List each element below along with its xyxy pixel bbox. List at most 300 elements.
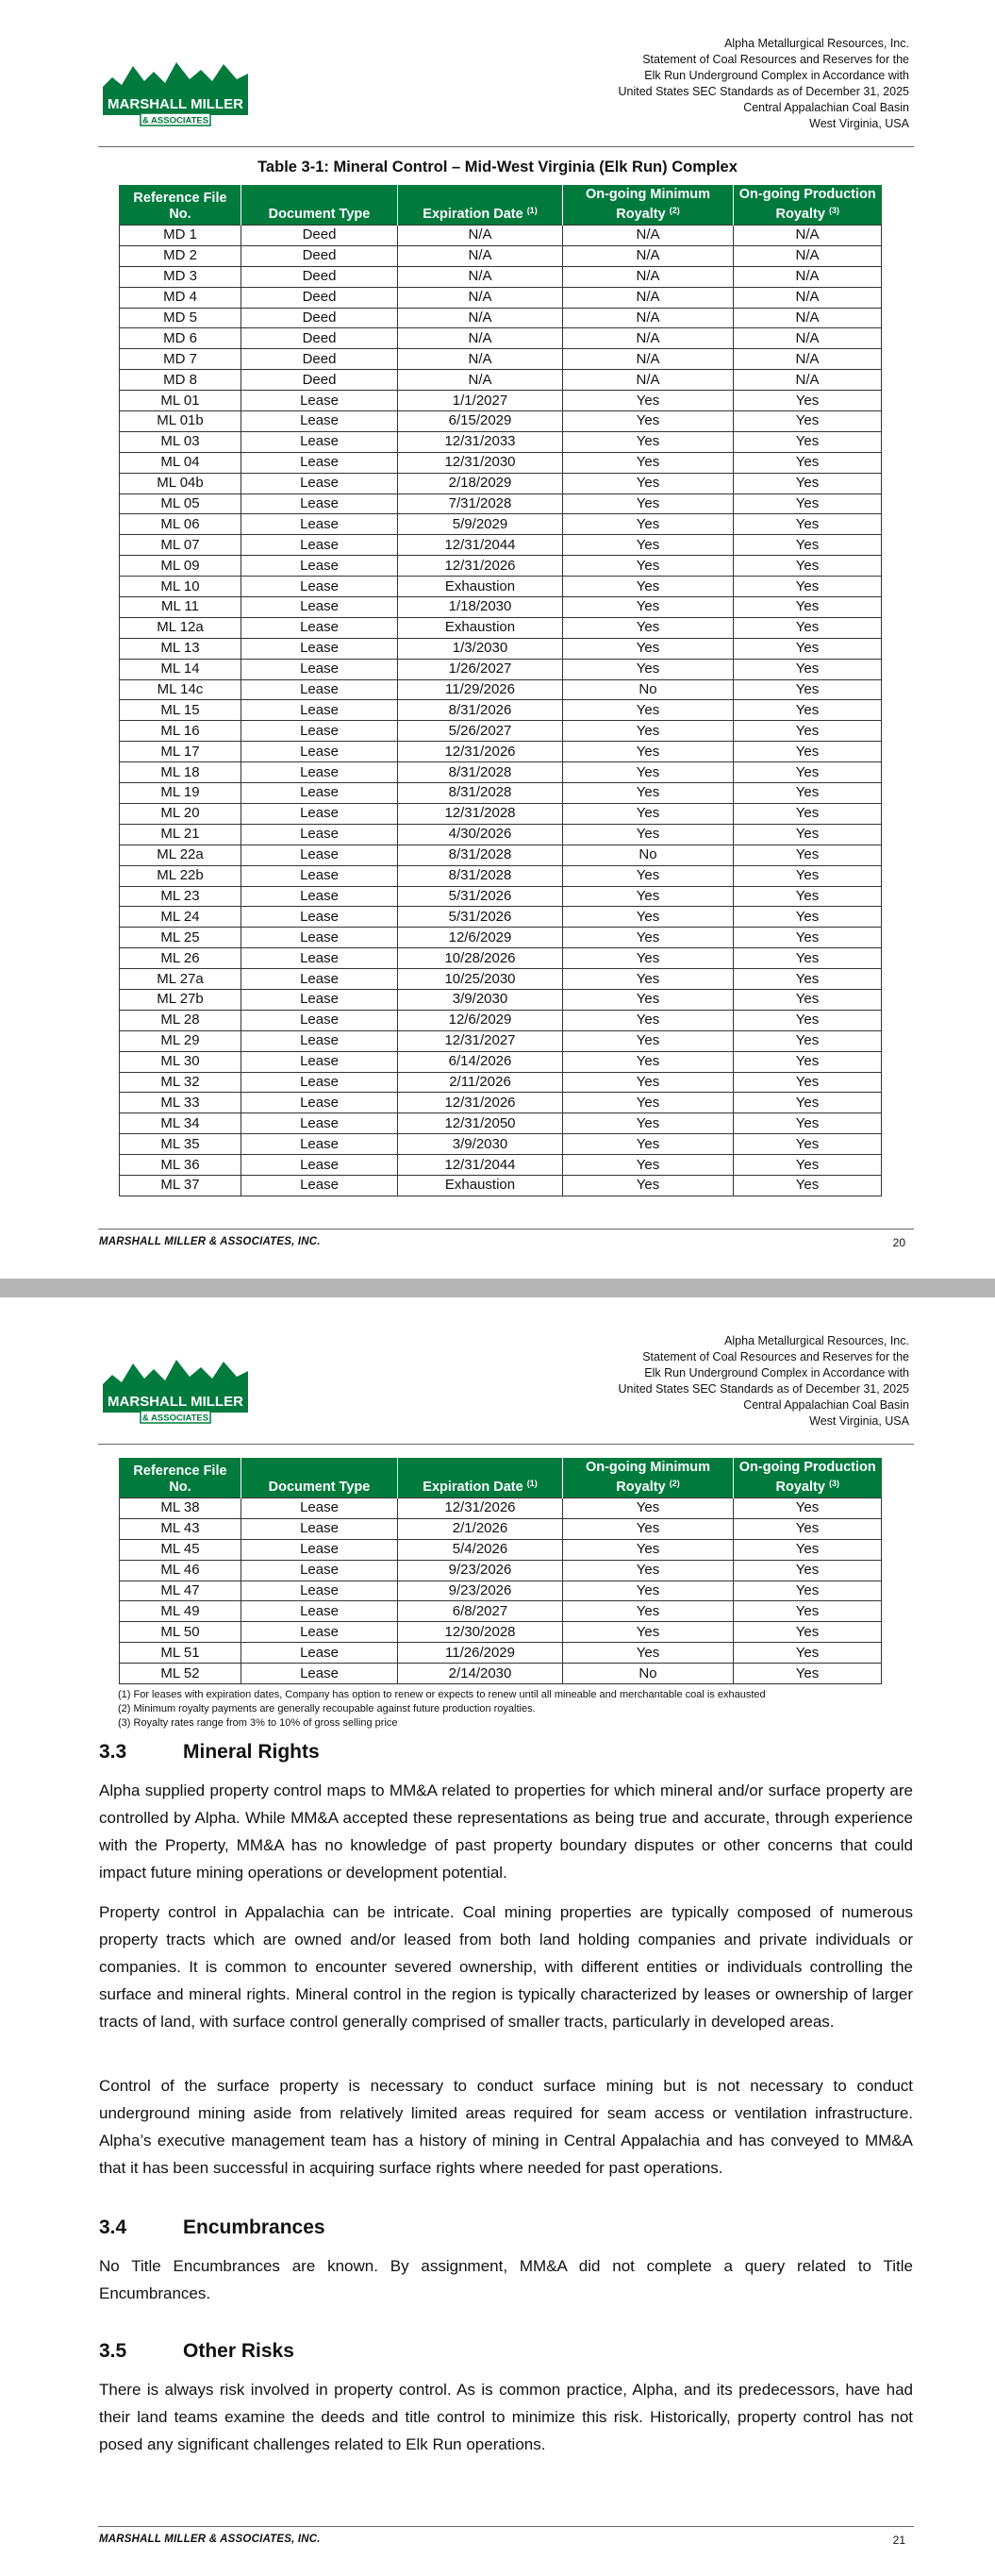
cell-expiration-date: 10/28/2026 bbox=[398, 948, 563, 969]
cell-reference: MD 6 bbox=[120, 328, 241, 349]
cell-production-royalty: Yes bbox=[734, 928, 882, 948]
table-note: (3) Royalty rates range from 3% to 10% of gross selling price bbox=[118, 1717, 398, 1729]
logo-top-text: MARSHALL MILLER bbox=[108, 1394, 243, 1410]
cell-minimum-royalty: Yes bbox=[563, 1539, 734, 1560]
cell-document-type: Lease bbox=[241, 617, 398, 638]
cell-minimum-royalty: Yes bbox=[563, 577, 734, 597]
cell-document-type: Lease bbox=[241, 597, 398, 618]
table-caption: Table 3-1: Mineral Control – Mid-West Virginia (Elk Run) Complex bbox=[257, 159, 738, 176]
cell-reference: ML 04b bbox=[120, 473, 241, 493]
cell-reference: MD 3 bbox=[120, 266, 241, 287]
cell-expiration-date: 1/26/2027 bbox=[398, 659, 563, 679]
table-row bbox=[120, 493, 882, 514]
cell-minimum-royalty: Yes bbox=[563, 1113, 734, 1134]
cell-reference: ML 10 bbox=[120, 577, 241, 597]
cell-minimum-royalty: Yes bbox=[563, 700, 734, 721]
cell-expiration-date: Exhaustion bbox=[398, 577, 563, 597]
table-row bbox=[120, 803, 882, 824]
section-heading-mineral-rights: 3.3 Mineral Rights bbox=[99, 1741, 320, 1763]
cell-reference: MD 7 bbox=[120, 349, 241, 370]
table-row bbox=[120, 349, 882, 370]
cell-document-type: Lease bbox=[241, 1155, 398, 1176]
cell-production-royalty: Yes bbox=[734, 1643, 882, 1664]
cell-reference: ML 37 bbox=[120, 1175, 241, 1196]
cell-production-royalty: Yes bbox=[734, 989, 882, 1010]
table-row bbox=[120, 679, 882, 700]
cell-expiration-date: 8/31/2028 bbox=[398, 865, 563, 886]
cell-production-royalty: N/A bbox=[734, 226, 882, 246]
cell-reference: ML 14c bbox=[120, 679, 241, 700]
cell-reference: ML 20 bbox=[120, 803, 241, 824]
cell-minimum-royalty: Yes bbox=[563, 783, 734, 804]
cell-minimum-royalty: Yes bbox=[563, 742, 734, 762]
table-row bbox=[120, 865, 882, 886]
cell-reference: ML 18 bbox=[120, 762, 241, 783]
cell-document-type: Lease bbox=[241, 411, 398, 432]
cell-production-royalty: N/A bbox=[734, 287, 882, 308]
cell-minimum-royalty: N/A bbox=[563, 370, 734, 391]
cell-document-type: Lease bbox=[241, 1601, 398, 1622]
cell-minimum-royalty: Yes bbox=[563, 638, 734, 659]
cell-minimum-royalty: Yes bbox=[563, 535, 734, 556]
cell-expiration-date: 5/31/2026 bbox=[398, 886, 563, 907]
cell-minimum-royalty: Yes bbox=[563, 1134, 734, 1155]
table-row bbox=[120, 226, 882, 246]
cell-expiration-date: 6/15/2029 bbox=[398, 411, 563, 432]
cell-production-royalty: Yes bbox=[734, 1010, 882, 1030]
logo-bottom-text: & ASSOCIATES bbox=[141, 115, 209, 126]
cell-minimum-royalty: Yes bbox=[563, 1010, 734, 1030]
cell-document-type: Deed bbox=[241, 226, 398, 246]
table-row bbox=[120, 762, 882, 783]
cell-reference: ML 21 bbox=[120, 824, 241, 845]
header-line: United States SEC Standards as of December 31, 2025 bbox=[618, 1382, 909, 1396]
table-row bbox=[120, 886, 882, 907]
table-row bbox=[120, 1539, 882, 1560]
cell-document-type: Lease bbox=[241, 969, 398, 990]
cell-minimum-royalty: Yes bbox=[563, 1581, 734, 1601]
paragraph: Alpha supplied property control maps to MM&A related to properties for which mineral and/or surface property are controlled by Alpha. While MM&A accepted these representations as being true and accurate, through experience with the Property, MM&A has no knowledge of past property boundary disputes or other concerns that could impact future mining operations or development potential. bbox=[99, 1781, 913, 1882]
cell-reference: ML 19 bbox=[120, 783, 241, 804]
cell-expiration-date: 12/31/2044 bbox=[398, 535, 563, 556]
cell-production-royalty: Yes bbox=[734, 886, 882, 907]
column-header-minimum-royalty: On-going Minimum Royalty $^{(2)}$ bbox=[563, 1458, 734, 1498]
table-row bbox=[120, 1010, 882, 1030]
cell-production-royalty: Yes bbox=[734, 1072, 882, 1093]
cell-reference: ML 52 bbox=[120, 1664, 241, 1684]
cell-expiration-date: 12/31/2044 bbox=[398, 1155, 563, 1176]
cell-document-type: Lease bbox=[241, 762, 398, 783]
cell-expiration-date: 5/26/2027 bbox=[398, 721, 563, 742]
cell-minimum-royalty: Yes bbox=[563, 989, 734, 1010]
cell-minimum-royalty: Yes bbox=[563, 803, 734, 824]
cell-production-royalty: Yes bbox=[734, 1155, 882, 1176]
table-row bbox=[120, 1560, 882, 1581]
cell-expiration-date: 9/23/2026 bbox=[398, 1560, 563, 1581]
column-header-reference: Reference File No. bbox=[120, 185, 241, 226]
cell-expiration-date: N/A bbox=[398, 266, 563, 287]
table-row bbox=[120, 597, 882, 618]
cell-reference: ML 34 bbox=[120, 1113, 241, 1134]
cell-minimum-royalty: Yes bbox=[563, 1072, 734, 1093]
cell-document-type: Deed bbox=[241, 370, 398, 391]
cell-expiration-date: 5/31/2026 bbox=[398, 907, 563, 928]
table-row bbox=[120, 721, 882, 742]
cell-document-type: Deed bbox=[241, 266, 398, 287]
header-line: Statement of Coal Resources and Reserves for the bbox=[642, 1350, 909, 1363]
cell-production-royalty: Yes bbox=[734, 638, 882, 659]
table-row bbox=[120, 245, 882, 266]
column-header-expiration-date: Expiration Date $^{(1)}$ bbox=[398, 185, 563, 226]
cell-minimum-royalty: Yes bbox=[563, 391, 734, 411]
cell-reference: MD 5 bbox=[120, 308, 241, 328]
cell-minimum-royalty: Yes bbox=[563, 865, 734, 886]
cell-expiration-date: 6/8/2027 bbox=[398, 1601, 563, 1622]
table-row bbox=[120, 287, 882, 308]
cell-minimum-royalty: Yes bbox=[563, 1601, 734, 1622]
cell-expiration-date: 4/30/2026 bbox=[398, 824, 563, 845]
cell-document-type: Lease bbox=[241, 1622, 398, 1643]
cell-minimum-royalty: Yes bbox=[563, 452, 734, 473]
cell-expiration-date: N/A bbox=[398, 308, 563, 328]
table-row bbox=[120, 783, 882, 804]
cell-production-royalty: N/A bbox=[734, 308, 882, 328]
cell-minimum-royalty: Yes bbox=[563, 907, 734, 928]
cell-production-royalty: Yes bbox=[734, 1518, 882, 1539]
cell-production-royalty: Yes bbox=[734, 845, 882, 865]
cell-document-type: Lease bbox=[241, 473, 398, 493]
table-row bbox=[120, 411, 882, 432]
table-row bbox=[120, 1134, 882, 1155]
table-note: (1) For leases with expiration dates, Company has option to renew or expects to renew until all mineable and merchantable coal is exhausted bbox=[118, 1689, 766, 1700]
cell-reference: ML 28 bbox=[120, 1010, 241, 1030]
table-row bbox=[120, 742, 882, 762]
cell-reference: ML 04 bbox=[120, 452, 241, 473]
cell-expiration-date: 12/31/2028 bbox=[398, 803, 563, 824]
cell-expiration-date: 3/9/2030 bbox=[398, 989, 563, 1010]
table-row bbox=[120, 928, 882, 948]
cell-minimum-royalty: Yes bbox=[563, 411, 734, 432]
table-row bbox=[120, 1601, 882, 1622]
cell-expiration-date: 8/31/2028 bbox=[398, 845, 563, 865]
cell-production-royalty: Yes bbox=[734, 1581, 882, 1601]
paragraph: Property control in Appalachia can be intricate. Coal mining properties are typically composed of numerous property tracts which are owned and/or leased from both land holding companies and private individuals or companies. It is common to encounter severed ownership, with different entities or individuals controlling the surface and mineral rights. Mineral control in the region is typically characterized by leases or ownership of larger tracts of land, with surface control generally comprised of smaller tracts, particularly in developed areas. bbox=[99, 1903, 913, 2031]
table-row bbox=[120, 308, 882, 328]
cell-production-royalty: Yes bbox=[734, 1601, 882, 1622]
cell-minimum-royalty: Yes bbox=[563, 1622, 734, 1643]
header-line: West Virginia, USA bbox=[809, 1414, 909, 1428]
cell-production-royalty: Yes bbox=[734, 1051, 882, 1072]
cell-production-royalty: Yes bbox=[734, 1093, 882, 1113]
cell-reference: ML 09 bbox=[120, 556, 241, 577]
cell-reference: ML 22a bbox=[120, 845, 241, 865]
cell-production-royalty: Yes bbox=[734, 907, 882, 928]
cell-production-royalty: Yes bbox=[734, 514, 882, 535]
cell-reference: MD 2 bbox=[120, 245, 241, 266]
table-row bbox=[120, 1498, 882, 1519]
header-line: West Virginia, USA bbox=[809, 117, 909, 130]
cell-production-royalty: Yes bbox=[734, 762, 882, 783]
section-heading-other-risks: 3.5 Other Risks bbox=[99, 2340, 294, 2362]
cell-minimum-royalty: N/A bbox=[563, 226, 734, 246]
cell-reference: ML 22b bbox=[120, 865, 241, 886]
footer-company: MARSHALL MILLER & ASSOCIATES, INC. bbox=[99, 1236, 321, 1247]
mineral-control-table-continued bbox=[119, 1458, 882, 1684]
report-page-20 bbox=[0, 0, 995, 1279]
cell-minimum-royalty: Yes bbox=[563, 886, 734, 907]
table-row bbox=[120, 1175, 882, 1196]
cell-production-royalty: Yes bbox=[734, 783, 882, 804]
cell-document-type: Lease bbox=[241, 1134, 398, 1155]
cell-expiration-date: 12/31/2027 bbox=[398, 1030, 563, 1051]
cell-expiration-date: 12/6/2029 bbox=[398, 928, 563, 948]
cell-production-royalty: Yes bbox=[734, 721, 882, 742]
cell-document-type: Lease bbox=[241, 431, 398, 452]
cell-expiration-date: 12/31/2026 bbox=[398, 1093, 563, 1113]
cell-production-royalty: Yes bbox=[734, 452, 882, 473]
cell-minimum-royalty: Yes bbox=[563, 556, 734, 577]
cell-document-type: Lease bbox=[241, 742, 398, 762]
table-row bbox=[120, 391, 882, 411]
cell-production-royalty: Yes bbox=[734, 617, 882, 638]
header-line: Central Appalachian Coal Basin bbox=[743, 101, 909, 114]
cell-reference: MD 4 bbox=[120, 287, 241, 308]
cell-minimum-royalty: Yes bbox=[563, 721, 734, 742]
cell-minimum-royalty: N/A bbox=[563, 349, 734, 370]
header-line: Alpha Metallurgical Resources, Inc. bbox=[724, 37, 909, 50]
cell-production-royalty: Yes bbox=[734, 969, 882, 990]
cell-production-royalty: Yes bbox=[734, 824, 882, 845]
column-header-document-type: Document Type bbox=[241, 1458, 398, 1498]
report-page-21 bbox=[0, 1297, 995, 2576]
document-header bbox=[513, 36, 909, 132]
header-line: Elk Run Underground Complex in Accordance with bbox=[644, 69, 909, 82]
cell-reference: ML 46 bbox=[120, 1560, 241, 1581]
table-row bbox=[120, 989, 882, 1010]
cell-production-royalty: Yes bbox=[734, 659, 882, 679]
cell-expiration-date: 1/18/2030 bbox=[398, 597, 563, 618]
table-row bbox=[120, 824, 882, 845]
cell-production-royalty: Yes bbox=[734, 865, 882, 886]
cell-minimum-royalty: Yes bbox=[563, 1155, 734, 1176]
cell-document-type: Lease bbox=[241, 514, 398, 535]
table-row bbox=[120, 907, 882, 928]
cell-production-royalty: Yes bbox=[734, 556, 882, 577]
cell-expiration-date: 12/6/2029 bbox=[398, 1010, 563, 1030]
cell-document-type: Lease bbox=[241, 907, 398, 928]
column-header-expiration-date: Expiration Date $^{(1)}$ bbox=[398, 1458, 563, 1498]
table-header-row bbox=[120, 185, 882, 226]
paragraph: There is always risk involved in property control. As is common practice, Alpha, and its predecessors, have had their land teams examine the deeds and title control to minimize this risk. Historically, property control has not posed any significant challenges related to Elk Run operations. bbox=[99, 2381, 913, 2453]
cell-minimum-royalty: Yes bbox=[563, 1518, 734, 1539]
cell-expiration-date: N/A bbox=[398, 226, 563, 246]
cell-expiration-date: 2/14/2030 bbox=[398, 1664, 563, 1684]
cell-expiration-date: Exhaustion bbox=[398, 617, 563, 638]
cell-document-type: Lease bbox=[241, 1518, 398, 1539]
cell-minimum-royalty: Yes bbox=[563, 969, 734, 990]
table-row bbox=[120, 328, 882, 349]
cell-expiration-date: N/A bbox=[398, 370, 563, 391]
paragraph: No Title Encumbrances are known. By assignment, MM&A did not complete a query related to Title Encumbrances. bbox=[99, 2257, 913, 2302]
table-row bbox=[120, 577, 882, 597]
cell-expiration-date: N/A bbox=[398, 349, 563, 370]
cell-production-royalty: Yes bbox=[734, 1113, 882, 1134]
header-line: United States SEC Standards as of December 31, 2025 bbox=[618, 85, 909, 98]
table-row bbox=[120, 700, 882, 721]
cell-production-royalty: Yes bbox=[734, 1560, 882, 1581]
header-line: Central Appalachian Coal Basin bbox=[743, 1398, 909, 1412]
cell-expiration-date: N/A bbox=[398, 245, 563, 266]
cell-document-type: Lease bbox=[241, 1664, 398, 1684]
mineral-control-table bbox=[119, 185, 882, 1196]
cell-document-type: Lease bbox=[241, 1072, 398, 1093]
cell-reference: ML 26 bbox=[120, 948, 241, 969]
cell-production-royalty: Yes bbox=[734, 1030, 882, 1051]
page-number: 21 bbox=[892, 2534, 905, 2547]
table-row bbox=[120, 1581, 882, 1601]
table-row bbox=[120, 1030, 882, 1051]
table-row bbox=[120, 845, 882, 865]
table-row bbox=[120, 431, 882, 452]
cell-document-type: Lease bbox=[241, 783, 398, 804]
cell-production-royalty: Yes bbox=[734, 1498, 882, 1519]
cell-document-type: Deed bbox=[241, 328, 398, 349]
cell-expiration-date: 5/9/2029 bbox=[398, 514, 563, 535]
table-row bbox=[120, 370, 882, 391]
cell-reference: ML 49 bbox=[120, 1601, 241, 1622]
cell-reference: ML 38 bbox=[120, 1498, 241, 1519]
cell-reference: ML 01b bbox=[120, 411, 241, 432]
cell-document-type: Lease bbox=[241, 803, 398, 824]
table-row bbox=[120, 1155, 882, 1176]
cell-production-royalty: N/A bbox=[734, 349, 882, 370]
cell-minimum-royalty: Yes bbox=[563, 824, 734, 845]
cell-document-type: Lease bbox=[241, 1560, 398, 1581]
table-row bbox=[120, 969, 882, 990]
cell-document-type: Deed bbox=[241, 308, 398, 328]
column-header-production-royalty: On-going Production Royalty $^{(3)}$ bbox=[734, 185, 882, 226]
header-divider bbox=[98, 1444, 914, 1445]
cell-minimum-royalty: Yes bbox=[563, 928, 734, 948]
cell-document-type: Lease bbox=[241, 679, 398, 700]
section-heading-encumbrances: 3.4 Encumbrances bbox=[99, 2216, 325, 2238]
cell-minimum-royalty: Yes bbox=[563, 1093, 734, 1113]
cell-document-type: Lease bbox=[241, 1030, 398, 1051]
cell-production-royalty: Yes bbox=[734, 473, 882, 493]
footer-divider bbox=[98, 2526, 914, 2527]
cell-expiration-date: 1/1/2027 bbox=[398, 391, 563, 411]
cell-document-type: Deed bbox=[241, 245, 398, 266]
cell-production-royalty: Yes bbox=[734, 535, 882, 556]
cell-expiration-date: 11/29/2026 bbox=[398, 679, 563, 700]
cell-reference: ML 05 bbox=[120, 493, 241, 514]
cell-expiration-date: 8/31/2028 bbox=[398, 762, 563, 783]
cell-production-royalty: Yes bbox=[734, 700, 882, 721]
table-notes bbox=[118, 1688, 766, 1731]
column-header-minimum-royalty: On-going Minimum Royalty $^{(2)}$ bbox=[563, 185, 734, 226]
cell-reference: ML 06 bbox=[120, 514, 241, 535]
table-row bbox=[120, 556, 882, 577]
cell-minimum-royalty: Yes bbox=[563, 659, 734, 679]
table-row bbox=[120, 1113, 882, 1134]
cell-reference: ML 13 bbox=[120, 638, 241, 659]
cell-reference: ML 32 bbox=[120, 1072, 241, 1093]
cell-reference: ML 29 bbox=[120, 1030, 241, 1051]
cell-document-type: Lease bbox=[241, 721, 398, 742]
cell-minimum-royalty: N/A bbox=[563, 287, 734, 308]
cell-minimum-royalty: Yes bbox=[563, 473, 734, 493]
cell-production-royalty: N/A bbox=[734, 245, 882, 266]
cell-reference: ML 03 bbox=[120, 431, 241, 452]
cell-reference: ML 01 bbox=[120, 391, 241, 411]
table-row bbox=[120, 1051, 882, 1072]
cell-expiration-date: 12/31/2026 bbox=[398, 1498, 563, 1519]
cell-expiration-date: Exhaustion bbox=[398, 1175, 563, 1196]
cell-minimum-royalty: Yes bbox=[563, 514, 734, 535]
cell-expiration-date: 12/31/2026 bbox=[398, 556, 563, 577]
cell-expiration-date: 2/11/2026 bbox=[398, 1072, 563, 1093]
cell-reference: ML 35 bbox=[120, 1134, 241, 1155]
cell-expiration-date: 12/31/2050 bbox=[398, 1113, 563, 1134]
cell-production-royalty: Yes bbox=[734, 948, 882, 969]
cell-minimum-royalty: Yes bbox=[563, 1051, 734, 1072]
cell-production-royalty: Yes bbox=[734, 742, 882, 762]
cell-minimum-royalty: N/A bbox=[563, 328, 734, 349]
cell-minimum-royalty: N/A bbox=[563, 245, 734, 266]
cell-document-type: Lease bbox=[241, 948, 398, 969]
cell-reference: ML 33 bbox=[120, 1093, 241, 1113]
page-number: 20 bbox=[892, 1236, 905, 1249]
table-row bbox=[120, 1093, 882, 1113]
cell-production-royalty: Yes bbox=[734, 1622, 882, 1643]
cell-document-type: Lease bbox=[241, 886, 398, 907]
cell-production-royalty: Yes bbox=[734, 411, 882, 432]
cell-production-royalty: Yes bbox=[734, 1539, 882, 1560]
cell-production-royalty: Yes bbox=[734, 597, 882, 618]
cell-production-royalty: N/A bbox=[734, 266, 882, 287]
cell-reference: ML 07 bbox=[120, 535, 241, 556]
cell-minimum-royalty: Yes bbox=[563, 1030, 734, 1051]
cell-reference: ML 16 bbox=[120, 721, 241, 742]
cell-expiration-date: 9/23/2026 bbox=[398, 1581, 563, 1601]
table-row bbox=[120, 473, 882, 493]
cell-production-royalty: N/A bbox=[734, 328, 882, 349]
cell-document-type: Lease bbox=[241, 659, 398, 679]
table-row bbox=[120, 617, 882, 638]
cell-minimum-royalty: N/A bbox=[563, 308, 734, 328]
cell-expiration-date: 12/31/2026 bbox=[398, 742, 563, 762]
table-body bbox=[120, 226, 882, 1196]
cell-expiration-date: 10/25/2030 bbox=[398, 969, 563, 990]
column-header-reference: Reference File No. bbox=[120, 1458, 241, 1498]
cell-reference: ML 50 bbox=[120, 1622, 241, 1643]
cell-reference: ML 43 bbox=[120, 1518, 241, 1539]
cell-expiration-date: 2/1/2026 bbox=[398, 1518, 563, 1539]
cell-reference: ML 27b bbox=[120, 989, 241, 1010]
cell-document-type: Deed bbox=[241, 287, 398, 308]
cell-document-type: Lease bbox=[241, 845, 398, 865]
cell-document-type: Lease bbox=[241, 577, 398, 597]
cell-expiration-date: 6/14/2026 bbox=[398, 1051, 563, 1072]
cell-document-type: Lease bbox=[241, 391, 398, 411]
footer-company: MARSHALL MILLER & ASSOCIATES, INC. bbox=[99, 2534, 321, 2545]
cell-reference: ML 15 bbox=[120, 700, 241, 721]
cell-document-type: Deed bbox=[241, 349, 398, 370]
cell-document-type: Lease bbox=[241, 865, 398, 886]
cell-production-royalty: Yes bbox=[734, 803, 882, 824]
cell-document-type: Lease bbox=[241, 700, 398, 721]
cell-expiration-date: N/A bbox=[398, 328, 563, 349]
